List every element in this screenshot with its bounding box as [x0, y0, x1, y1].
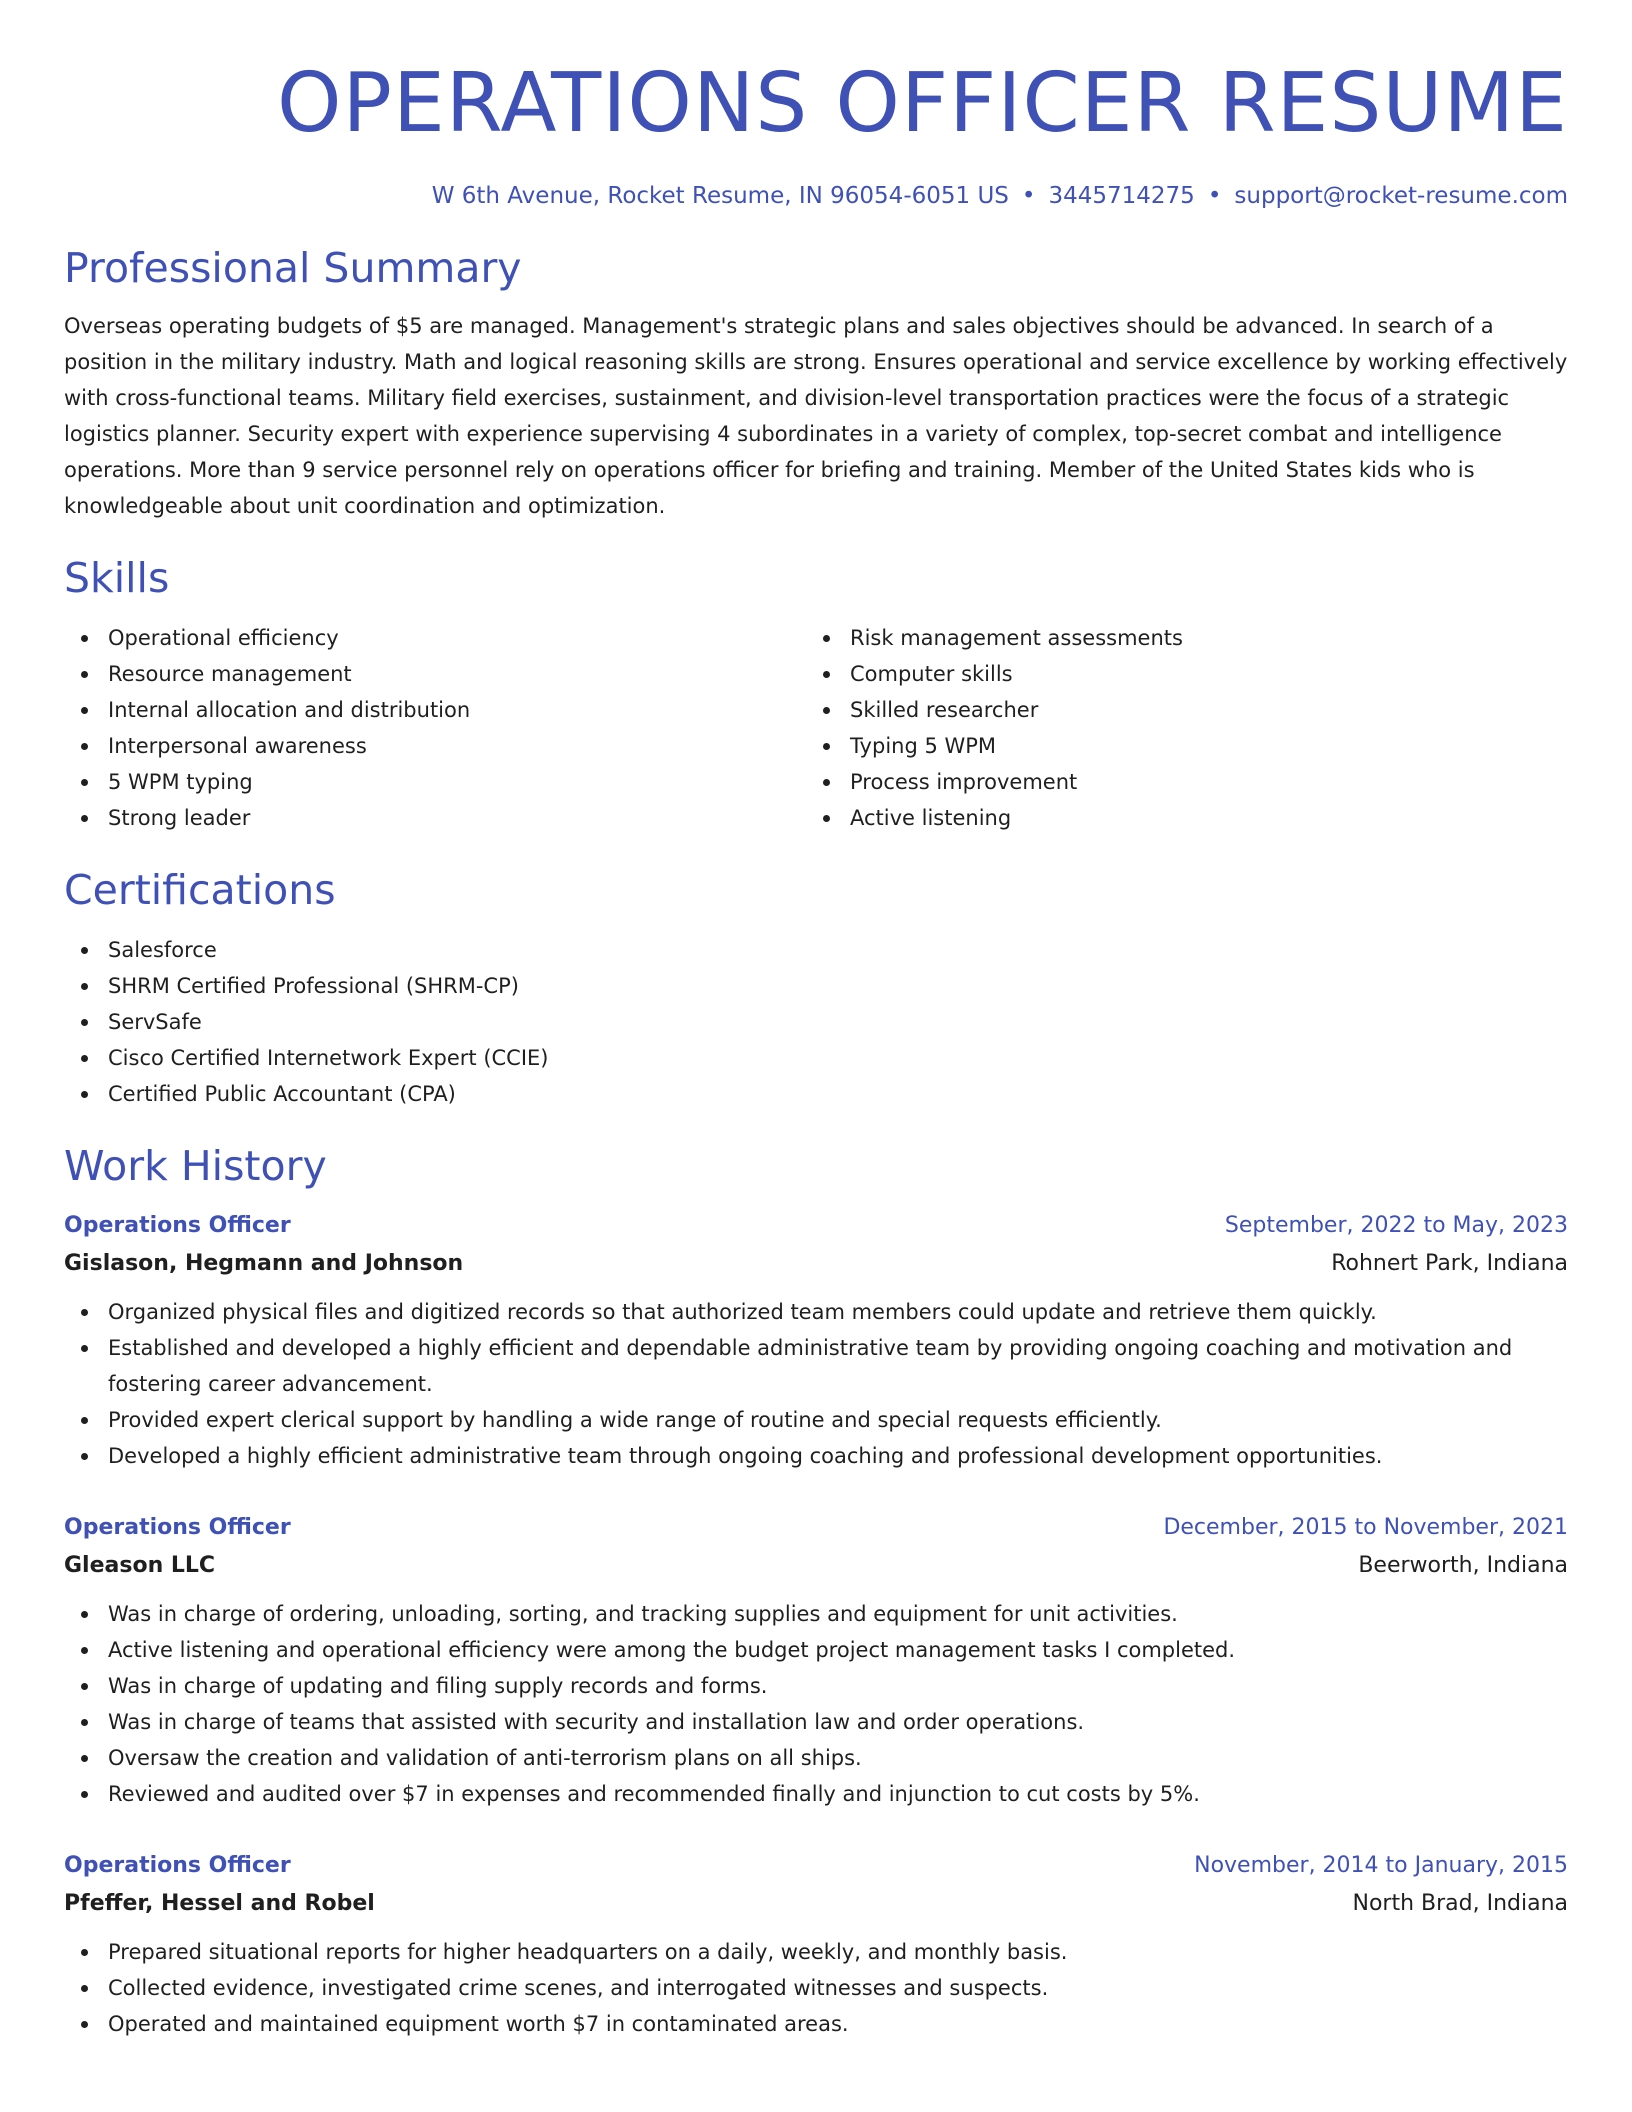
- summary-text: Overseas operating budgets of $5 are managed. Management's strategic plans and sales objectives should be advanced. In search of a position in the military industry. Math and logical reasoning skills are strong. Ensures operational and service excellence by working effectively with cross-functional teams. Military field exercises, sustainment, and division-level transportation practices were the focus of a strategic logistics planner. Security expert with experience supervising 4 subordinates in a variety of complex, top-secret combat and intelligence operations. More than 9 service personnel rely on operations officer for briefing and training. Member of the United States kids who is knowledgeable about unit coordination and optimization.: [64, 314, 1568, 518]
- job-bullet: Oversaw the creation and validation of anti-terrorism plans on all ships.: [64, 1740, 1568, 1776]
- summary-heading: Professional Summary: [64, 244, 522, 292]
- skill-item: Computer skills: [806, 656, 1548, 692]
- job-company-row: [64, 1546, 1568, 1586]
- job-bullet: Developed a highly efficient administrative team through ongoing coaching and professional development opportunities.: [64, 1438, 1568, 1474]
- job-dates: September, 2022 to May, 2023: [1224, 1213, 1568, 1238]
- skill-item: Interpersonal awareness: [64, 728, 806, 764]
- skills-right-list: [806, 620, 1548, 836]
- certification-item: ServSafe: [64, 1004, 1568, 1040]
- certifications-list: [64, 932, 1568, 1112]
- phone: 3445714275: [1048, 183, 1195, 209]
- job-bullet: Collected evidence, investigated crime scenes, and interrogated witnesses and suspects.: [64, 1970, 1568, 2006]
- certification-item: Certified Public Accountant (CPA): [64, 1076, 1568, 1112]
- resume-title: OPERATIONS OFFICER RESUME: [276, 56, 1568, 151]
- certification-item: Salesforce: [64, 932, 1568, 968]
- job-entry: [64, 1848, 1568, 2042]
- skill-item: Skilled researcher: [806, 692, 1548, 728]
- job-bullets: [64, 1294, 1568, 1474]
- skill-item: Risk management assessments: [806, 620, 1548, 656]
- job-bullet: Active listening and operational efficiency were among the budget project management tasks I completed.: [64, 1632, 1568, 1668]
- job-bullets: [64, 1934, 1568, 2042]
- job-location: Beerworth, Indiana: [1358, 1553, 1568, 1578]
- job-company: Gleason LLC: [64, 1553, 216, 1578]
- skill-item: Strong leader: [64, 800, 806, 836]
- job-bullet: Established and developed a highly efficient and dependable administrative team by providing ongoing coaching and motivation and fostering career advancement.: [64, 1330, 1568, 1402]
- job-title-row: [64, 1510, 1568, 1546]
- job-company: Pfeffer, Hessel and Robel: [64, 1891, 375, 1916]
- job-bullet: Prepared situational reports for higher headquarters on a daily, weekly, and monthly basis.: [64, 1934, 1568, 1970]
- skill-item: Typing 5 WPM: [806, 728, 1548, 764]
- separator-dot: •: [1021, 183, 1036, 209]
- email-link[interactable]: support@rocket-resume.com: [1234, 183, 1568, 209]
- job-entry: [64, 1510, 1568, 1812]
- certifications-heading: Certifications: [64, 866, 336, 914]
- job-bullet: Provided expert clerical support by handling a wide range of routine and special requests efficiently.: [64, 1402, 1568, 1438]
- job-title: Operations Officer: [64, 1853, 291, 1878]
- job-bullets: [64, 1596, 1568, 1812]
- contact-line: [64, 180, 1568, 212]
- job-title: Operations Officer: [64, 1515, 291, 1540]
- skill-item: Internal allocation and distribution: [64, 692, 806, 728]
- certification-item: SHRM Certified Professional (SHRM-CP): [64, 968, 1568, 1004]
- separator-dot: •: [1207, 183, 1222, 209]
- job-bullet: Was in charge of updating and filing supply records and forms.: [64, 1668, 1568, 1704]
- skill-item: Operational efficiency: [64, 620, 806, 656]
- job-dates: November, 2014 to January, 2015: [1194, 1853, 1568, 1878]
- work-history-heading: Work History: [64, 1142, 327, 1190]
- address: W 6th Avenue, Rocket Resume, IN 96054-6051 US: [431, 183, 1009, 209]
- job-bullet: Organized physical files and digitized records so that authorized team members could update and retrieve them quickly.: [64, 1294, 1568, 1330]
- job-bullet: Reviewed and audited over $7 in expenses and recommended finally and injunction to cut costs by 5%.: [64, 1776, 1568, 1812]
- job-company-row: [64, 1244, 1568, 1284]
- job-bullet: Operated and maintained equipment worth $7 in contaminated areas.: [64, 2006, 1568, 2042]
- skills-left-list: [64, 620, 806, 836]
- job-bullet: Was in charge of ordering, unloading, sorting, and tracking supplies and equipment for unit activities.: [64, 1596, 1568, 1632]
- skills-grid: [64, 620, 1568, 836]
- job-title: Operations Officer: [64, 1213, 291, 1238]
- skill-item: 5 WPM typing: [64, 764, 806, 800]
- skill-item: Resource management: [64, 656, 806, 692]
- job-company: Gislason, Hegmann and Johnson: [64, 1251, 464, 1276]
- job-location: Rohnert Park, Indiana: [1331, 1251, 1568, 1276]
- job-dates: December, 2015 to November, 2021: [1163, 1515, 1568, 1540]
- job-title-row: [64, 1208, 1568, 1244]
- job-location: North Brad, Indiana: [1352, 1891, 1568, 1916]
- certification-item: Cisco Certified Internetwork Expert (CCIE): [64, 1040, 1568, 1076]
- skill-item: Process improvement: [806, 764, 1548, 800]
- skill-item: Active listening: [806, 800, 1548, 836]
- job-company-row: [64, 1884, 1568, 1924]
- skills-heading: Skills: [64, 554, 170, 602]
- job-title-row: [64, 1848, 1568, 1884]
- job-entry: [64, 1208, 1568, 1474]
- job-bullet: Was in charge of teams that assisted with security and installation law and order operations.: [64, 1704, 1568, 1740]
